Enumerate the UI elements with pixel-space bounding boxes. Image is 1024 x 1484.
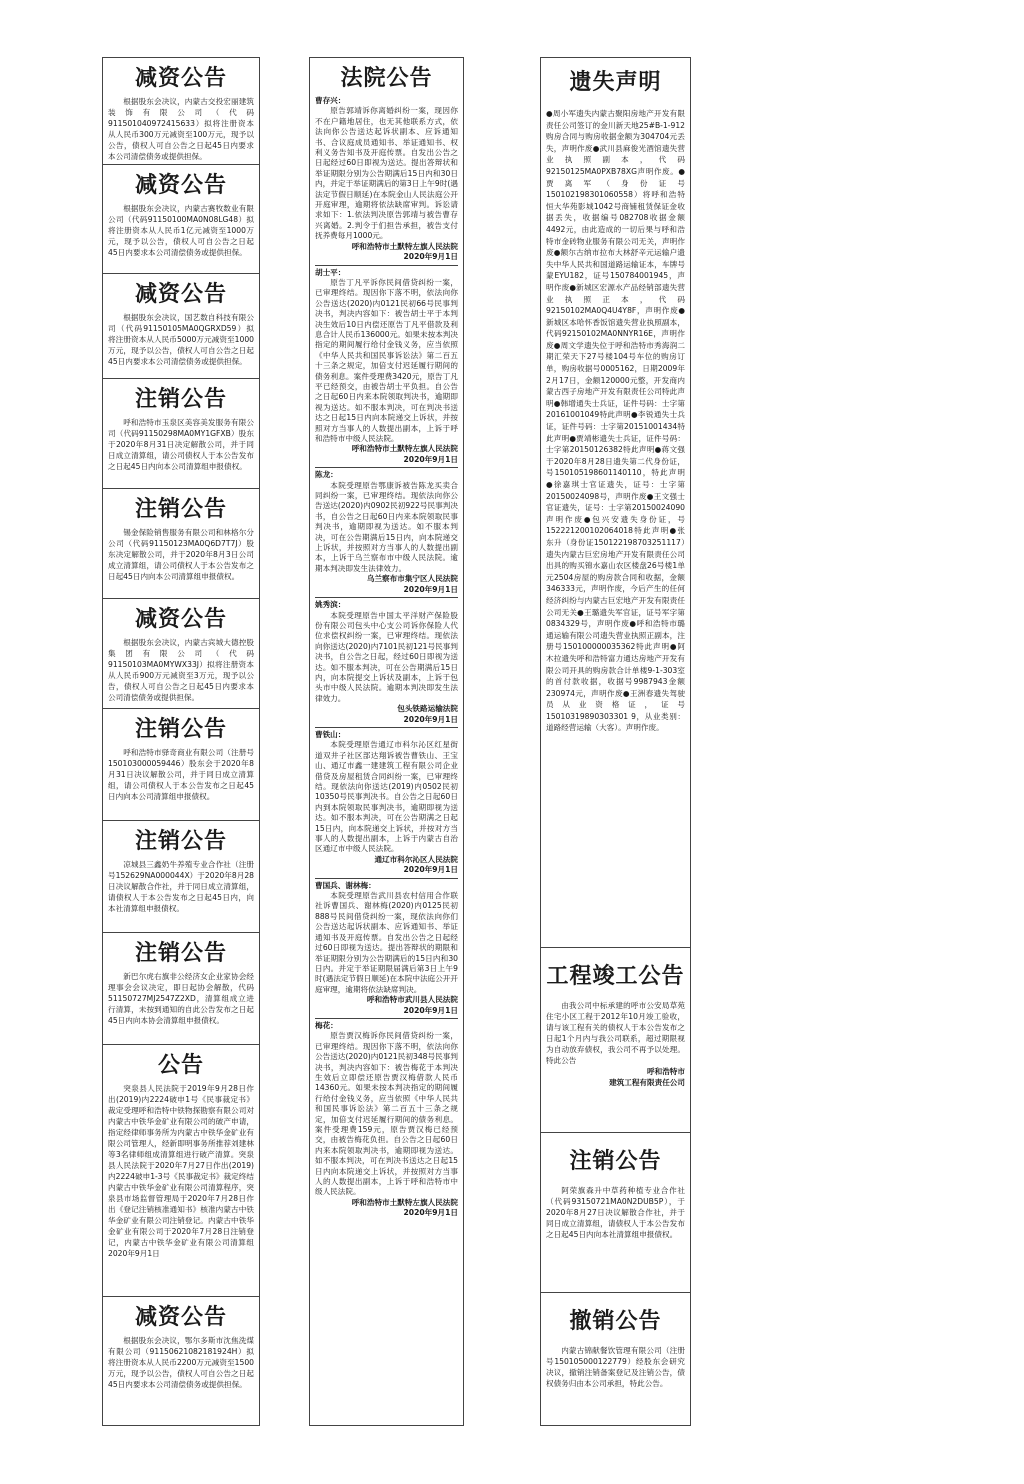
notice-body: 由我公司中标承建的呼市公安局草苑住宅小区工程于2012年10月竣工验收，请与该工程有关的债权人于本公告发布之日起1个月内与我公司联系，超过期限视为自动放弃债权，我公司不再予以处理。特此公告	[546, 1001, 685, 1065]
notice-box	[541, 948, 690, 1133]
notice-title: 注销公告	[134, 496, 227, 522]
notice-body: 凉城县三鑫奶牛养殖专业合作社（注册号152629NA000044X）于2020年8月28日决议解散合作社，并于同日成立清算组，请债权人于本公告发布之日起45日内，向本社清算组申报债权。	[108, 860, 254, 913]
notice-body: 原告郭靖诉你离婚纠纷一案，现因你不在户籍地居住，也无其他联系方式，依法向你公告送达起诉状副本、应诉通知书、合议庭成员通知书、举证通知书、权利义务告知书及开庭传票。自发出公告之日起经过60日即视为送达。提出答辩状和举证期限分别为公告期满后15日内和30日内，并定于举证期满后的第3日上午9时(遇法定节假日顺延)在本院金山人民法庭公开开庭审理，逾期将依法缺席审判。诉讼请求如下：1.依法判决原告郭靖与被告曹存兴离婚。2.判令于们担告承担，被告支付抚养费每月1000元。	[315, 106, 458, 241]
notice-title: 减资公告	[134, 606, 227, 632]
notice-title: 注销公告	[569, 1148, 662, 1174]
notice-body: 锡金保险销售服务有限公司和林格尔分公司（代码91150123MA0Q6D7T7J）股东决定解散公司，并于2020年8月3日公司成立清算组，请公司债权人于本公告发布之日起45日内向本公司清算组申报债权。	[108, 528, 254, 581]
notice-box	[103, 379, 259, 489]
notice-box	[103, 1297, 259, 1425]
notice-body: 根据股东会决议，内蒙古宾城大德控股集团有限公司（代码91150103MA0MYWX33J）拟将注册资本从人民币900万元减资至3万元，现予以公告，债权人可自公告之日起45日内要求本公司清偿债务或提供担保。	[108, 638, 254, 702]
court-notice	[315, 881, 458, 1019]
court-notice	[315, 730, 458, 879]
notice-signature	[315, 704, 458, 728]
notice-signature: 呼和浩特市 建筑工程有限责任公司	[609, 1067, 685, 1087]
notice-box	[541, 1133, 690, 1293]
notice-box	[103, 933, 259, 1045]
notice-body: 突泉县人民法院于2019年9月28日作出(2019)内2224破申1号《民事裁定书》裁定受理呼和浩特中铁物探勘察有限公司对内蒙古中铁华金矿业有限公司的破产申请，指定经律师事务所为内蒙古中铁华金矿业有限公司管理人，经新即明事务所推荐刘建林等3名律师组成清算组进行破产清算。突泉县人民法院于2020年7月27日作出(2019)内2224破申1-3号《民事裁定书》裁定终结内蒙古中铁华金矿业有限公司清算程序，突泉县市场监督管理局于2020年7月28日作出《登记注销核准通知书》核准内蒙古中铁华金矿业有限公司注销登记。内蒙古中铁华金矿业有限公司于2020年7月28日注销登记，内蒙古中铁华金矿业有限公司清算组 2020年9月1日	[108, 1084, 254, 1258]
notice-body: 本院受理原告通辽市科尔沁区红星街道双井子社区部达翔诉被告曹铁山、王宝山、通辽市鑫一建建筑工程有限公司企业借贷及房屋租赁合同纠纷一案，已审理终结。现依法向你送达(2019)内0502民初10350号民事判决书。自公告之日起60日内到本院领取民事判决书，逾期即视为送达。如不服本判决，可在公告期满之日起15日内，向本院递交上诉状，并按对方当事人的人数提出副本，上诉于内蒙古自治区通辽市中级人民法院。	[315, 740, 458, 854]
notice-signature	[315, 1198, 458, 1221]
notice-title: 注销公告	[134, 716, 227, 742]
notice-body: 阿荣旗森升中草药种植专业合作社（代码93150721MA0N2DUB5P），于2020年8月27日决议解散合作社，并于同日成立清算组，请债权人于本公告发布之日起45日内向本社清算组申报债权。	[546, 1186, 685, 1239]
notice-addressee: 曹铁山：	[315, 729, 346, 739]
notice-box	[541, 58, 690, 948]
column-right	[540, 57, 691, 1426]
notice-signature	[315, 444, 458, 468]
court-notice	[315, 600, 458, 728]
notice-signature	[315, 574, 458, 598]
notice-box	[103, 58, 259, 165]
court-name: 乌兰察布市集宁区人民法院	[366, 574, 458, 584]
notice-signature	[315, 242, 458, 266]
notice-signature	[315, 995, 458, 1019]
court-notice	[315, 268, 458, 469]
notice-title: 减资公告	[134, 281, 227, 307]
notice-title: 注销公告	[134, 940, 227, 966]
court-notice	[315, 1021, 458, 1221]
notice-title: 注销公告	[134, 386, 227, 412]
notice-body: 本院受理原告中国太平洋财产保险股份有限公司包头中心支公司诉你保险人代位求偿权纠纷一案，已审理终结。现依法向你送达(2020)内7101民初121号民事判决书，自公告之日起，经过60日即视为送达。如不服本判决，可在公告期满后15日内，向本院提交上诉状及副本，上诉于包头市中级人民法院。逾期本判决即发生法律效力。	[315, 610, 458, 703]
notice-body: 内蒙古锦献餐饮管理有限公司（注册号150105000122779）经股东会研究决议，撤销注销备案登记及注销公告，债权债务归由本公司承担，特此公告。	[546, 1346, 685, 1388]
notice-title: 公告	[157, 1052, 204, 1078]
notice-box	[103, 489, 259, 599]
notice-title: 减资公告	[134, 65, 227, 91]
notice-date: 2020年9月1日	[403, 714, 458, 724]
court-name: 呼和浩特市土默特左旗人民法院	[351, 241, 458, 251]
notice-body: 根据股东会决议，鄂尔多斯市沈焦洗煤有限公司（91150621082181924H）拟将注册资本从人民币2200万元减资至1500万元，现予以公告，债权人可自公告之日起45日内要求本公司清偿债务或提供担保。	[108, 1336, 254, 1389]
court-title: 法院公告	[340, 65, 433, 91]
notice-signature	[315, 855, 458, 879]
notice-body: 原告丁凡平诉你民间借贷纠纷一案，已审理终结。现因你下落不明，依法向你公告送达(2020)内0121民初66号民事判决书，判决内容如下：被告胡士平于本判决生效后10日内偿还原告丁凡平借款及利息合计人民币136000元。如果未按本判决指定的期间履行给付金钱义务，应当依照《中华人民共和国民事诉讼法》第二百五十三条之规定，加倍支付迟延履行期间的债务利息。案件受理费3420元，原告丁凡平已经预交，由被告胡士平负担。自公告之日起60日内来本院领取判决书，逾期即视为送达。如不服本判决，可在判决书送达之日起15日内向本院递交上诉状，并按照对方当事人的人数提出副本，上诉于呼和浩特市中级人民法院。	[315, 277, 458, 443]
notice-date: 2020年9月1日	[403, 1005, 458, 1015]
notice-body: 呼和浩特市驿奇商业有限公司（注册号150103000059446）股东会于2020年8月31日决议解散公司，并于同日成立清算组，请公司债权人于本公告发布之日起45日内向本公司清算组申报债权。	[108, 748, 254, 801]
column-court	[309, 57, 464, 1426]
notice-box	[103, 599, 259, 709]
notice-body: 呼和浩特市玉泉区美容美发服务有限公司（代码91150298MA0MY1GFXB）股东于2020年8月31日决定解散公司，并于同日成立清算组，请公司债权人于本公告发布之日起45日内向本公司清算组申报债权。	[108, 418, 254, 471]
notice-title: 注销公告	[134, 828, 227, 854]
notice-box	[103, 274, 259, 379]
notice-date: 2020年9月1日	[403, 584, 458, 594]
notice-addressee: 胡士平：	[315, 267, 346, 277]
notice-title: 遗失声明	[569, 69, 662, 95]
notice-addressee: 陈龙：	[315, 470, 338, 480]
notice-body: 根据股东会决议，国艺数自科技有限公司（代码91150105MA0QGRXD59）拟将注册资本从人民币5000万元减资至1000万元，现予以公告，债权人可自公告之日起45日内要求本公司清偿债务或提供担保。	[108, 313, 254, 366]
notice-title: 撤销公告	[569, 1308, 662, 1334]
column-left	[102, 57, 260, 1426]
notice-box	[103, 165, 259, 274]
notice-body: 本院受理原告鄂康诉被告陈龙买卖合同纠纷一案，已审理终结。现依法向你公告送达(2020)内0902民初922号民事判决书，自公告之日起60日内来本院领取民事判决书，逾期即视为送达。如不服本判决，可在公告期满后15日内，向本院递交上诉状，并按照对方当事人的人数提出副本，上诉于乌兰察布市中级人民法院。逾期本判决即发生法律效力。	[315, 480, 458, 573]
notice-box	[103, 1045, 259, 1297]
notice-addressee: 曹存兴：	[315, 96, 346, 105]
notice-title: 减资公告	[134, 1304, 227, 1330]
notice-box	[541, 1293, 690, 1425]
notice-box	[103, 709, 259, 821]
court-notice	[315, 470, 458, 598]
notice-body: 新巴尔虎右旗非公经济女企业家协会经理事会会议决定，即日起协会解散，代码51150727MJ2547Z2XD，清算组成立进行清算，未按到通知的自此公告发布之日起45日内向本协会清算组申报债权。	[108, 972, 254, 1025]
court-name: 包头铁路运输法院	[397, 704, 458, 714]
court-name: 呼和浩特市武川县人民法院	[366, 995, 458, 1005]
notice-date: 2020年9月1日	[403, 454, 458, 464]
court-name: 呼和浩特市土默特左旗人民法院	[351, 444, 458, 454]
notice-body: 本院受理原告武川县农村信用合作联社诉曹国兵、谢林梅(2020)内0125民初888号民间借贷纠纷一案，现依法向你们公告送达起诉状副本、应诉通知书、举证通知书及开庭传票。自发出公告之日起经过60日即视为送达。提出答辩状的期限和举证期限分别为公告期满后的15日内和30日内。并定于举证期限届满后第3日上午9时(遇法定节假日顺延)在本院中法庭公开开庭审理，逾期将依法缺席判决。	[315, 891, 458, 994]
notice-date: 2020年9月1日	[403, 1208, 458, 1218]
notice-body: ●周小军遗失内蒙古聚阳房地产开发有限责任公司签订的金川新天地25#B-1-912购房合同与购房收据金额为304704元丢失，声明作废●武川县麻俊光酒馆遗失营业执照副本，代码92150125MA0PXB78XG声明作废。●贾离军（身份证号150102198301060558）将呼和浩特恒大华苑影城1042号商铺租赁保证金收据丢失，收据编号082708收据金额4492元，由此造成的一切后果与呼和浩特市金砖物业服务有限公司无关，声明作废●额尔古纳市拉布大林舒辛元运输户遗失中华人民共和国道路运输证本，车牌号蒙EYU182，证号150784001945，声明作废●新城区宏源水产品经销部遗失营业执照正本，代码92150102MA0Q4U4Y8F，声明作废●新城区本哈怀香饭馆遗失营业执照副本，代码92150102MA0NNYR16E，声明作废●周文学遗失位于呼和浩特市秀海润二期汇荣天下27号楼104号车位的购房订单，购房收据号0005162，日期2009年2月17日，金额120000元整，开发商内蒙古西子房地产开发有限责任公司特此声明●韩增通失士兵证，证件号码：士字第20161001049特此声明●李锐通失士兵证，证件号码：士字第20151001434特此声明●贾靖彬遗失士兵证，证件号码：士字第20150126382特此声明●蒋文强于2020年8月28日遗失第二代身份证，号150105198601140110，特此声明●徐嘉琪士官证遗失，证号：士字第20150024098号，声明作废●王文强士官证遗失，证号：士字第20150024090声明作废●包兴安遗失身份证，号152221200102064018特此声明●张东升（身份证150122198703251117）遗失内蒙古巨宏房地产开发有限责任公司出具的购买锦水嘉山农区楼盘26号楼1单元2504房屋的购房款合同和收据，金额346333元，声明作废，今后产生的任何经济纠纷与内蒙古巨宏地产开发有限责任公司无关●王璐遗失军官证，证号军字第0834329号，声明作废●呼和浩特市璐通运输有限公司遗失营业执照正副本，注册号150100000035362特此声明●阿木拉遗失呼和浩特富力通达房地产开发有限公司开具的购房款合计单楼9-1-303室的首付款收据，收据号9987943金额230974元，声明作废●王洲春遗失驾驶员从业资格证，证号15010319890303301 9，从业类别：道路经营运输（大客）。声明作废。	[546, 109, 685, 733]
notice-date: 2020年9月1日	[403, 252, 458, 262]
court-name: 呼和浩特市土默特左旗人民法院	[351, 1197, 458, 1207]
court-name: 通辽市科尔沁区人民法院	[374, 854, 458, 864]
notice-title: 减资公告	[134, 172, 227, 198]
notice-body: 原告贾汉梅诉你民间借贷纠纷一案，已审理终结。现因你下落不明，依法向你公告送达(2020)内0121民初348号民事判决书，判决内容如下：被告梅花于本判决生效后立即偿还原告贾汉梅借款人民币14360元。如果未按本判决指定的期间履行给付金钱义务，应当依照《中华人民共和国民事诉讼法》第二百五十三条之规定，加倍支付迟延履行期间的债务利息。案件受理费159元，原告贾汉梅已经预交，由被告梅花负担。自公告之日起60日内来本院领取判决书，逾期即视为送达。如不服本判决，可在判决书送达之日起15日内向本院递交上诉状，并按照对方当事人的人数提出副本，上诉于呼和浩特市中级人民法院。	[315, 1031, 458, 1197]
court-notice	[315, 96, 458, 266]
notice-addressee: 曹国兵、谢林梅：	[315, 880, 376, 890]
notice-addressee: 梅花：	[315, 1020, 338, 1030]
notice-title: 工程竣工公告	[546, 963, 685, 989]
notice-date: 2020年9月1日	[403, 865, 458, 875]
court-box	[310, 58, 463, 1425]
notice-body: 根据股东会决议，内蒙古交投宏丽建筑装饰有限公司（代码911501040972415633）拟将注册资本从人民币300万元减资至100万元，现予以公告，债权人可自公告之日起45日内要求本公司清偿债务或提供担保。	[108, 97, 254, 161]
notice-body: 根据股东会决议，内蒙古赛牧数业有限公司（代码91150100MA0N08LG48）拟将注册资本从人民币1亿元减资至1000万元，现予以公告，债权人可自公告之日起45日内要求本公司清偿债务或提供担保。	[108, 204, 254, 257]
notice-box	[103, 821, 259, 933]
notice-addressee: 姚秀滨：	[315, 600, 346, 610]
